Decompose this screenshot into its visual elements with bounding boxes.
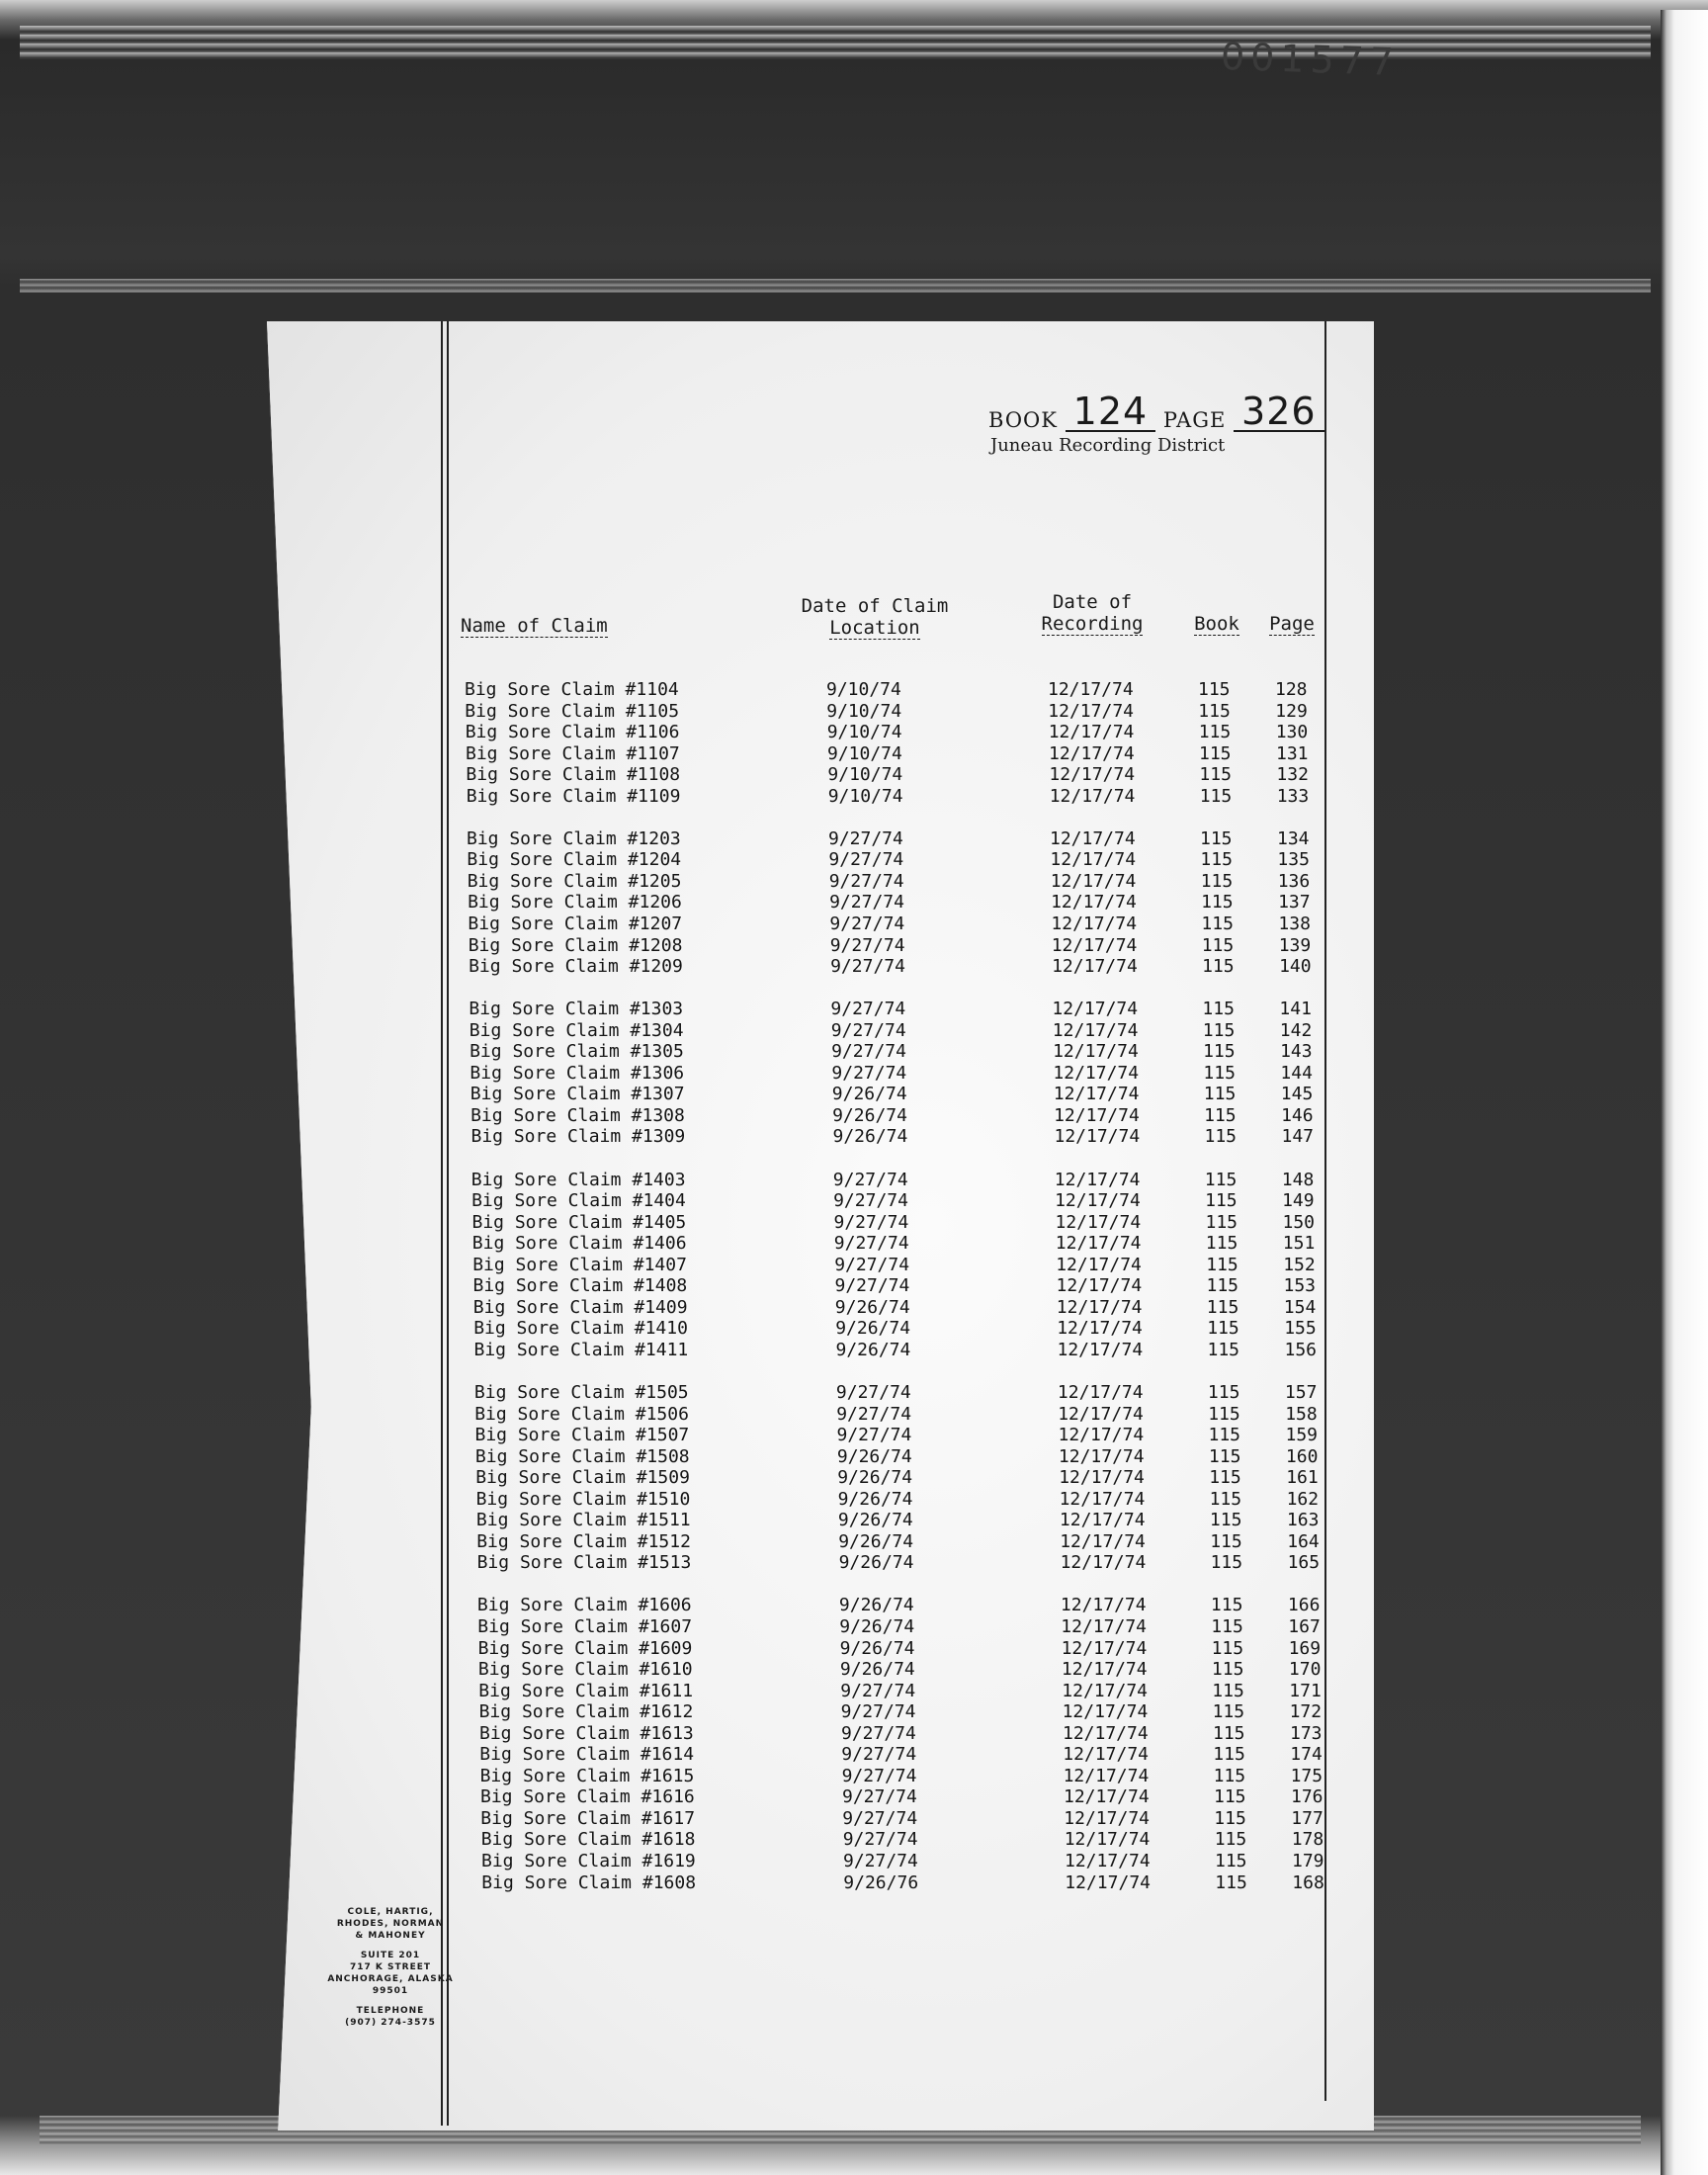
cell-location-date: 9/26/74 — [839, 1659, 915, 1680]
cell-location-date: 9/26/74 — [837, 1510, 913, 1531]
cell-recording-date: 12/17/74 — [1048, 722, 1135, 743]
cell-claim-name: Big Sore Claim #1203 — [467, 827, 681, 849]
cell-claim-name: Big Sore Claim #1106 — [465, 722, 680, 743]
cell-page: 137 — [1278, 892, 1311, 914]
cell-claim-name: Big Sore Claim #1608 — [481, 1871, 697, 1893]
cell-book: 115 — [1200, 870, 1234, 892]
cell-claim-name: Big Sore Claim #1205 — [467, 870, 682, 892]
cell-recording-date: 12/17/74 — [1059, 1467, 1145, 1489]
cell-claim-name: Big Sore Claim #1612 — [478, 1701, 694, 1723]
cell-book: 115 — [1211, 1659, 1244, 1680]
cell-book: 115 — [1209, 1510, 1242, 1531]
cell-location-date: 9/27/74 — [828, 870, 904, 892]
cell-page: 155 — [1284, 1318, 1317, 1340]
cell-book: 115 — [1214, 1786, 1246, 1808]
cell-recording-date: 12/17/74 — [1062, 1680, 1148, 1701]
cell-page: 156 — [1284, 1339, 1318, 1360]
cell-page: 173 — [1290, 1722, 1323, 1744]
cell-location-date: 9/27/74 — [832, 1169, 908, 1190]
cell-recording-date: 12/17/74 — [1060, 1552, 1147, 1574]
cell-page: 179 — [1292, 1851, 1324, 1871]
cell-recording-date: 12/17/74 — [1061, 1659, 1148, 1680]
cell-page: 133 — [1276, 785, 1310, 807]
cell-book: 115 — [1199, 742, 1232, 764]
cell-location-date: 9/26/74 — [837, 1467, 913, 1489]
cell-page: 177 — [1291, 1807, 1324, 1829]
cell-book: 115 — [1213, 1765, 1246, 1786]
cell-recording-date: 12/17/74 — [1058, 1445, 1145, 1467]
cell-claim-name: Big Sore Claim #1512 — [476, 1530, 691, 1552]
cell-location-date: 9/27/74 — [834, 1254, 910, 1275]
cell-recording-date: 12/17/74 — [1058, 1403, 1144, 1425]
cell-recording-date: 12/17/74 — [1053, 1041, 1139, 1063]
cell-claim-name: Big Sore Claim #1618 — [480, 1829, 696, 1851]
cell-book: 115 — [1215, 1871, 1247, 1893]
cell-book: 115 — [1198, 679, 1231, 700]
cell-page: 136 — [1277, 870, 1311, 892]
cell-recording-date: 12/17/74 — [1064, 1807, 1150, 1829]
cell-book: 115 — [1201, 914, 1234, 934]
cell-recording-date: 12/17/74 — [1065, 1851, 1151, 1871]
margin-rule-left-1 — [441, 321, 443, 2126]
cell-book: 115 — [1206, 1254, 1238, 1275]
cell-location-date: 9/27/74 — [841, 1744, 917, 1766]
cell-book: 115 — [1199, 764, 1232, 786]
cell-claim-name: Big Sore Claim #1617 — [480, 1807, 696, 1829]
cell-page: 140 — [1279, 956, 1312, 978]
cell-claim-name: Big Sore Claim #1408 — [472, 1275, 688, 1297]
header-name-of-claim: Name of Claim — [461, 615, 608, 637]
cell-location-date: 9/10/74 — [826, 722, 902, 743]
cell-book: 115 — [1207, 1339, 1240, 1360]
cell-claim-name: Big Sore Claim #1307 — [470, 1084, 685, 1105]
cell-book: 115 — [1202, 999, 1235, 1020]
cell-book: 115 — [1205, 1233, 1238, 1255]
cell-page: 162 — [1286, 1488, 1320, 1510]
cell-book: 115 — [1215, 1851, 1247, 1871]
cell-recording-date: 12/17/74 — [1060, 1595, 1147, 1616]
cell-recording-date: 12/17/74 — [1049, 785, 1136, 807]
cell-page: 145 — [1280, 1084, 1314, 1105]
cell-book: 115 — [1208, 1403, 1240, 1425]
cell-location-date: 9/26/74 — [836, 1445, 912, 1467]
cell-recording-date: 12/17/74 — [1052, 999, 1139, 1020]
cell-page: 165 — [1287, 1552, 1321, 1574]
cell-location-date: 9/26/74 — [832, 1104, 907, 1126]
book-label: BOOK — [988, 408, 1058, 432]
cell-recording-date: 12/17/74 — [1050, 849, 1137, 871]
cell-recording-date: 12/17/74 — [1051, 892, 1137, 914]
cell-location-date: 9/27/74 — [829, 914, 905, 934]
cell-claim-name: Big Sore Claim #1506 — [474, 1403, 689, 1425]
cell-claim-name: Big Sore Claim #1510 — [475, 1488, 691, 1510]
cell-book: 115 — [1210, 1552, 1243, 1574]
cell-claim-name: Big Sore Claim #1209 — [469, 956, 683, 978]
cell-location-date: 9/26/74 — [838, 1552, 914, 1574]
book-value: 124 — [1066, 392, 1156, 432]
cell-location-date: 9/27/74 — [841, 1722, 916, 1744]
cell-page: 168 — [1292, 1871, 1324, 1893]
cell-location-date: 9/26/74 — [834, 1296, 910, 1318]
margin-rule-right — [1324, 321, 1326, 2101]
page-value: 326 — [1234, 392, 1324, 432]
cell-claim-name: Big Sore Claim #1404 — [471, 1190, 686, 1211]
cell-location-date: 9/27/74 — [830, 1019, 906, 1041]
cell-page: 144 — [1280, 1062, 1313, 1084]
cell-book: 115 — [1207, 1318, 1239, 1340]
cell-location-date: 9/26/74 — [832, 1126, 908, 1148]
cell-book: 115 — [1212, 1701, 1245, 1723]
cell-page: 134 — [1277, 827, 1310, 849]
cell-book: 115 — [1204, 1169, 1238, 1190]
cell-page: 138 — [1278, 914, 1311, 934]
cell-location-date: 9/27/74 — [829, 934, 905, 956]
cell-location-date: 9/27/74 — [836, 1425, 912, 1445]
cell-page: 166 — [1287, 1595, 1321, 1616]
cell-claim-name: Big Sore Claim #1309 — [470, 1126, 686, 1148]
cell-page: 148 — [1281, 1169, 1315, 1190]
cell-page: 178 — [1291, 1829, 1324, 1851]
cell-page: 132 — [1276, 764, 1309, 786]
cell-location-date: 9/27/74 — [842, 1829, 918, 1851]
cell-page: 143 — [1280, 1041, 1313, 1063]
cell-location-date: 9/27/74 — [830, 999, 906, 1020]
cell-page: 176 — [1291, 1786, 1324, 1808]
cell-claim-name: Big Sore Claim #1308 — [470, 1104, 685, 1126]
cell-recording-date: 12/17/74 — [1049, 764, 1136, 786]
cell-location-date: 9/26/74 — [838, 1530, 914, 1552]
cell-claim-name: Big Sore Claim #1606 — [476, 1595, 692, 1616]
cell-book: 115 — [1205, 1190, 1238, 1211]
cell-location-date: 9/27/74 — [843, 1851, 918, 1871]
cell-location-date: 9/27/74 — [831, 1041, 906, 1063]
cell-book: 115 — [1213, 1722, 1245, 1744]
cell-page: 174 — [1290, 1744, 1323, 1766]
cell-page: 161 — [1286, 1467, 1319, 1489]
cell-page: 149 — [1282, 1190, 1315, 1211]
cell-location-date: 9/26/74 — [838, 1595, 914, 1616]
cell-location-date: 9/27/74 — [833, 1233, 909, 1255]
cell-location-date: 9/27/74 — [830, 956, 905, 978]
cell-book: 115 — [1202, 956, 1235, 978]
scan-artifact-middle — [20, 279, 1651, 293]
cell-recording-date: 12/17/74 — [1052, 1019, 1139, 1041]
cell-recording-date: 12/17/74 — [1055, 1233, 1142, 1255]
cell-claim-name: Big Sore Claim #1303 — [469, 999, 684, 1020]
cell-book: 115 — [1204, 1104, 1237, 1126]
cell-claim-name: Big Sore Claim #1405 — [471, 1211, 687, 1233]
cell-claim-name: Big Sore Claim #1406 — [471, 1233, 687, 1255]
cell-claim-name: Big Sore Claim #1619 — [481, 1851, 696, 1871]
cell-location-date: 9/26/74 — [831, 1084, 907, 1105]
cell-claim-name: Big Sore Claim #1613 — [479, 1722, 694, 1744]
cell-recording-date: 12/17/74 — [1060, 1530, 1146, 1552]
cell-page: 139 — [1278, 934, 1312, 956]
cell-book: 115 — [1200, 849, 1233, 871]
cell-recording-date: 12/17/74 — [1054, 1169, 1141, 1190]
cell-book: 115 — [1205, 1211, 1238, 1233]
cell-claim-name: Big Sore Claim #1105 — [465, 700, 680, 722]
cell-page: 169 — [1288, 1637, 1322, 1659]
cell-claim-name: Big Sore Claim #1511 — [475, 1510, 691, 1531]
cell-page: 135 — [1277, 849, 1310, 871]
cell-page: 170 — [1288, 1659, 1322, 1680]
cell-claim-name: Big Sore Claim #1407 — [472, 1254, 687, 1275]
cell-book: 115 — [1200, 827, 1233, 849]
cell-recording-date: 12/17/74 — [1063, 1744, 1149, 1766]
cell-book: 115 — [1206, 1275, 1239, 1297]
cell-book: 115 — [1201, 934, 1235, 956]
cell-claim-name: Big Sore Claim #1611 — [478, 1680, 694, 1701]
cell-recording-date: 12/17/74 — [1054, 1104, 1140, 1126]
cell-recording-date: 12/17/74 — [1053, 1062, 1140, 1084]
cell-recording-date: 12/17/74 — [1055, 1211, 1142, 1233]
cell-book: 115 — [1203, 1041, 1236, 1063]
cell-location-date: 9/27/74 — [841, 1765, 917, 1786]
cell-claim-name: Big Sore Claim #1304 — [469, 1019, 684, 1041]
cell-recording-date: 12/17/74 — [1052, 956, 1138, 978]
cell-location-date: 9/27/74 — [833, 1211, 909, 1233]
cell-claim-name: Big Sore Claim #1411 — [473, 1339, 689, 1360]
cell-location-date: 9/26/74 — [839, 1637, 915, 1659]
cell-claim-name: Big Sore Claim #1615 — [479, 1765, 695, 1786]
cell-claim-name: Big Sore Claim #1305 — [470, 1041, 684, 1063]
cell-book: 115 — [1212, 1680, 1244, 1701]
cell-location-date: 9/27/74 — [829, 892, 904, 914]
recording-district: Juneau Recording District — [990, 435, 1226, 456]
cell-book: 115 — [1213, 1744, 1245, 1766]
cell-recording-date: 12/17/74 — [1064, 1829, 1151, 1851]
cell-recording-date: 12/17/74 — [1054, 1126, 1141, 1148]
cell-page: 158 — [1285, 1403, 1318, 1425]
cell-location-date: 9/27/74 — [840, 1680, 916, 1701]
cell-location-date: 9/27/74 — [834, 1275, 910, 1297]
cell-claim-name: Big Sore Claim #1410 — [473, 1318, 688, 1340]
cell-recording-date: 12/17/74 — [1051, 934, 1138, 956]
cell-book: 115 — [1206, 1296, 1239, 1318]
cell-page: 151 — [1282, 1233, 1316, 1255]
cell-recording-date: 12/17/74 — [1059, 1510, 1146, 1531]
cell-claim-name: Big Sore Claim #1507 — [474, 1425, 690, 1445]
cell-recording-date: 12/17/74 — [1057, 1381, 1144, 1403]
cell-claim-name: Big Sore Claim #1107 — [466, 742, 680, 764]
cell-claim-name: Big Sore Claim #1609 — [477, 1637, 693, 1659]
cell-claim-name: Big Sore Claim #1409 — [472, 1296, 688, 1318]
cell-recording-date: 12/17/74 — [1063, 1722, 1149, 1744]
cell-book: 115 — [1199, 785, 1233, 807]
cell-claim-name: Big Sore Claim #1607 — [477, 1615, 693, 1637]
cell-recording-date: 12/17/74 — [1061, 1637, 1148, 1659]
cell-page: 159 — [1285, 1425, 1319, 1445]
cell-claim-name: Big Sore Claim #1505 — [473, 1381, 689, 1403]
cell-location-date: 9/27/74 — [842, 1786, 917, 1808]
cell-location-date: 9/27/74 — [828, 827, 903, 849]
cell-page: 152 — [1283, 1254, 1316, 1275]
cell-book: 115 — [1208, 1425, 1241, 1445]
header-book: Book — [1194, 613, 1239, 635]
cell-location-date: 9/27/74 — [835, 1381, 911, 1403]
cell-book: 115 — [1203, 1062, 1236, 1084]
cell-book: 115 — [1198, 700, 1231, 722]
cell-recording-date: 12/17/74 — [1050, 870, 1137, 892]
cell-page: 129 — [1275, 700, 1308, 722]
header-location-date: Date of Claim Location — [801, 595, 949, 639]
cell-location-date: 9/26/74 — [835, 1339, 911, 1360]
cell-location-date: 9/10/74 — [827, 742, 902, 764]
cell-claim-name: Big Sore Claim #1208 — [468, 934, 683, 956]
cell-book: 115 — [1210, 1530, 1242, 1552]
cell-claim-name: Big Sore Claim #1403 — [470, 1169, 686, 1190]
cell-page: 146 — [1281, 1104, 1314, 1126]
cell-page: 163 — [1286, 1510, 1320, 1531]
cell-claim-name: Big Sore Claim #1610 — [477, 1659, 693, 1680]
cell-book: 115 — [1203, 1084, 1237, 1105]
cell-claim-name: Big Sore Claim #1206 — [468, 892, 682, 914]
cell-location-date: 9/27/74 — [833, 1190, 908, 1211]
law-firm-imprint: COLE, HARTIG, RHODES, NORMAN & MAHONEY SUITE 201 717 K STREET ANCHORAGE, ALASKA 99501 TELEPHONE (907) 274-3575 — [327, 1907, 454, 2028]
cell-location-date: 9/27/74 — [828, 849, 904, 871]
cell-page: 157 — [1284, 1381, 1318, 1403]
cell-claim-name: Big Sore Claim #1204 — [467, 849, 682, 871]
cell-book: 115 — [1209, 1488, 1242, 1510]
cell-page: 172 — [1289, 1701, 1323, 1723]
cell-claim-name: Big Sore Claim #1513 — [476, 1552, 692, 1574]
cell-recording-date: 12/17/74 — [1056, 1296, 1143, 1318]
cell-recording-date: 12/17/74 — [1049, 742, 1135, 764]
cell-claim-name: Big Sore Claim #1108 — [466, 764, 681, 786]
cell-recording-date: 12/17/74 — [1065, 1871, 1151, 1893]
cell-recording-date: 12/17/74 — [1057, 1339, 1144, 1360]
cell-book: 115 — [1214, 1807, 1246, 1829]
cell-page: 164 — [1287, 1530, 1320, 1552]
cell-page: 153 — [1283, 1275, 1317, 1297]
header-recording-date: Date of Recording — [1041, 591, 1144, 635]
cell-claim-name: Big Sore Claim #1508 — [474, 1445, 690, 1467]
cell-location-date: 9/10/74 — [827, 764, 903, 786]
cell-recording-date: 12/17/74 — [1056, 1254, 1142, 1275]
cell-page: 160 — [1285, 1445, 1319, 1467]
document-stamp-number: 001577 — [1220, 34, 1401, 85]
cell-recording-date: 12/17/74 — [1059, 1488, 1146, 1510]
cell-book: 115 — [1214, 1829, 1247, 1851]
cell-recording-date: 12/17/74 — [1050, 827, 1136, 849]
cell-recording-date: 12/17/74 — [1062, 1701, 1149, 1723]
cell-location-date: 9/27/74 — [831, 1062, 907, 1084]
cell-location-date: 9/26/74 — [835, 1318, 911, 1340]
cell-page: 147 — [1281, 1126, 1315, 1148]
scan-artifact-right-edge — [1661, 10, 1708, 2175]
cell-page: 171 — [1289, 1680, 1322, 1701]
cell-page: 167 — [1288, 1615, 1321, 1637]
cell-book: 115 — [1209, 1467, 1241, 1489]
cell-claim-name: Big Sore Claim #1614 — [479, 1744, 695, 1766]
header-page: Page — [1269, 613, 1315, 635]
cell-book: 115 — [1207, 1381, 1240, 1403]
cell-page: 175 — [1290, 1765, 1324, 1786]
page-label: PAGE — [1162, 408, 1227, 432]
cell-recording-date: 12/17/74 — [1061, 1615, 1147, 1637]
cell-recording-date: 12/17/74 — [1057, 1318, 1143, 1340]
margin-rule-left-2 — [447, 321, 449, 2126]
cell-page: 142 — [1279, 1019, 1313, 1041]
cell-page: 128 — [1275, 679, 1308, 700]
cell-claim-name: Big Sore Claim #1104 — [465, 679, 679, 700]
cell-book: 115 — [1202, 1019, 1236, 1041]
cell-book: 115 — [1198, 722, 1232, 743]
cell-recording-date: 12/17/74 — [1053, 1084, 1140, 1105]
cell-recording-date: 12/17/74 — [1055, 1190, 1141, 1211]
cell-location-date: 9/26/74 — [839, 1615, 915, 1637]
cell-book: 115 — [1201, 892, 1234, 914]
cell-recording-date: 12/17/74 — [1056, 1275, 1143, 1297]
cell-location-date: 9/26/74 — [837, 1488, 913, 1510]
cell-recording-date: 12/17/74 — [1048, 679, 1134, 700]
cell-claim-name: Big Sore Claim #1509 — [475, 1467, 690, 1489]
scan-artifact-top — [20, 26, 1651, 59]
cell-page: 130 — [1275, 722, 1309, 743]
cell-location-date: 9/26/76 — [843, 1871, 919, 1893]
cell-book: 115 — [1211, 1615, 1243, 1637]
cell-location-date: 9/27/74 — [836, 1403, 912, 1425]
cell-page: 131 — [1276, 742, 1309, 764]
cell-location-date: 9/10/74 — [826, 700, 902, 722]
cell-claim-name: Big Sore Claim #1616 — [480, 1786, 695, 1808]
cell-page: 154 — [1283, 1296, 1317, 1318]
cell-book: 115 — [1204, 1126, 1238, 1148]
cell-book: 115 — [1210, 1595, 1243, 1616]
cell-claim-name: Big Sore Claim #1207 — [468, 914, 683, 934]
cell-location-date: 9/10/74 — [826, 679, 901, 700]
book-page-reference — [988, 392, 1324, 432]
cell-location-date: 9/27/74 — [840, 1701, 916, 1723]
cell-book: 115 — [1208, 1445, 1241, 1467]
cell-recording-date: 12/17/74 — [1051, 914, 1138, 934]
cell-recording-date: 12/17/74 — [1048, 700, 1134, 722]
cell-page: 150 — [1282, 1211, 1316, 1233]
cell-claim-name: Big Sore Claim #1109 — [466, 785, 681, 807]
cell-recording-date: 12/17/74 — [1063, 1765, 1150, 1786]
cell-location-date: 9/10/74 — [827, 785, 903, 807]
cell-recording-date: 12/17/74 — [1064, 1786, 1150, 1808]
cell-page: 141 — [1279, 999, 1312, 1020]
cell-location-date: 9/27/74 — [842, 1807, 918, 1829]
cell-book: 115 — [1211, 1637, 1244, 1659]
cell-recording-date: 12/17/74 — [1058, 1425, 1145, 1445]
cell-claim-name: Big Sore Claim #1306 — [470, 1062, 685, 1084]
